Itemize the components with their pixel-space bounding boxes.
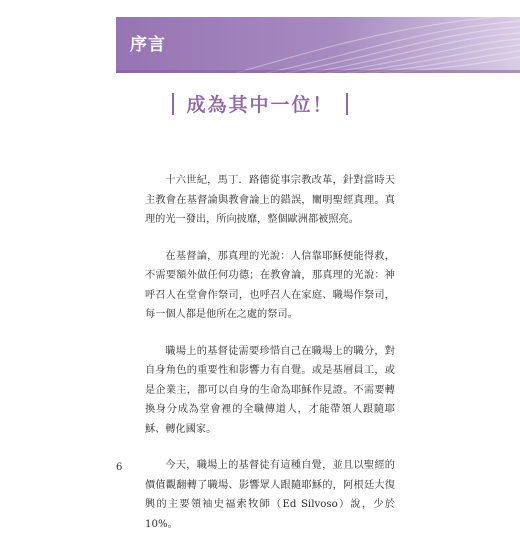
header-band <box>116 17 520 73</box>
title-right-bar <box>346 93 348 115</box>
title-left-bar <box>172 93 174 115</box>
page-number: 6 <box>116 462 123 473</box>
section-title: 序言 <box>130 35 166 55</box>
chapter-title-block <box>0 90 520 117</box>
paragraph-4: 今天，職場上的基督徒有這種自覺，並且以聖經的價值觀翻轉了職場、影響眾人跟隨耶穌的，阿根廷大復興的主要領袖史福索牧師（Ed Silvoso）說，少於 10%。 <box>145 460 395 530</box>
paragraph-1: 十六世紀，馬丁．路德從事宗教改革，針對當時天主教會在基督論與教會論上的錯誤，闡明聖經真理。真理的光一發出，所向披靡，整個歐洲都被照亮。 <box>145 175 395 225</box>
body-text <box>145 171 395 551</box>
paragraph-3: 職場上的基督徒需要珍惜自己在職場上的職分，對自身角色的重要性和影響力有自覺。或是基層員工，或是企業主，都可以自身的生命為耶穌作見證。不需要轉換身分成為堂會裡的全職傳道人，才能帶領人跟隨耶穌、轉化國家。 <box>145 345 395 435</box>
paragraph-2: 在基督論，那真理的光說：人信靠耶穌便能得救，不需要額外做任何功德；在教會論，那真理的光說：神呼召人在堂會作祭司，也呼召人在家庭、職場作祭司，每一個人都是他所在之處的祭司。 <box>145 250 395 320</box>
header-band-graphic <box>116 17 520 73</box>
chapter-title: 成為其中一位！ <box>186 94 334 116</box>
